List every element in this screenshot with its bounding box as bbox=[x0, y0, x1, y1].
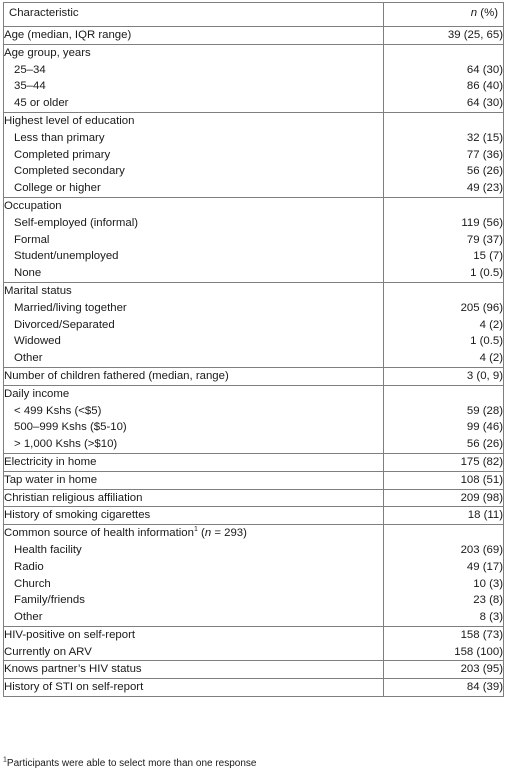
row-value bbox=[384, 112, 504, 197]
christian-label: Christian religious affiliation bbox=[4, 491, 143, 504]
income-title: Daily income bbox=[4, 387, 70, 400]
row-label bbox=[4, 44, 384, 112]
christian-value: 209 (98) bbox=[460, 491, 503, 504]
row-value bbox=[384, 453, 504, 471]
table-row bbox=[4, 112, 504, 197]
list-item: Less than primary bbox=[14, 131, 105, 144]
partner-hiv-label: Knows partner’s HIV status bbox=[4, 663, 142, 676]
hiv-positive-label: HIV-positive on self-report bbox=[4, 628, 136, 641]
row-label bbox=[4, 112, 384, 197]
row-label bbox=[4, 525, 384, 627]
row-label bbox=[4, 282, 384, 367]
header-n: n bbox=[470, 7, 478, 19]
list-value: 4 (2) bbox=[479, 352, 503, 365]
list-value: 99 (46) bbox=[466, 421, 503, 434]
table-header-row bbox=[4, 3, 504, 27]
row-label bbox=[4, 367, 384, 385]
list-item: College or higher bbox=[14, 182, 101, 195]
children-label: Number of children fathered (median, range) bbox=[4, 369, 229, 382]
list-value: 8 (3) bbox=[479, 611, 503, 624]
row-label bbox=[4, 197, 384, 282]
age-group-title: Age group, years bbox=[4, 46, 91, 59]
list-value: 64 (30) bbox=[466, 97, 503, 110]
children-value: 3 (0, 9) bbox=[466, 369, 503, 382]
list-value: 86 (40) bbox=[466, 80, 503, 93]
row-value bbox=[384, 27, 504, 45]
table-row bbox=[4, 385, 504, 453]
list-item: Other bbox=[14, 611, 43, 624]
row-label bbox=[4, 27, 384, 45]
list-value: 59 (28) bbox=[466, 404, 503, 417]
header-n-percent bbox=[384, 3, 504, 27]
footnote-marker: 1 bbox=[3, 756, 7, 764]
row-value bbox=[384, 626, 504, 661]
row-value bbox=[384, 197, 504, 282]
table-row bbox=[4, 27, 504, 45]
table-row bbox=[4, 282, 504, 367]
list-item: Radio bbox=[14, 560, 44, 573]
row-value bbox=[384, 367, 504, 385]
smoking-label: History of smoking cigarettes bbox=[4, 509, 151, 522]
row-value bbox=[384, 44, 504, 112]
list-value: 23 (8) bbox=[473, 594, 503, 607]
tap-water-value: 108 (51) bbox=[460, 473, 503, 486]
hiv-positive-value: 158 (73) bbox=[460, 628, 503, 641]
list-value: 1 (0.5) bbox=[470, 335, 503, 348]
tap-water-label: Tap water in home bbox=[4, 473, 98, 486]
list-item: < 499 Kshs (<$5) bbox=[14, 404, 102, 417]
table-row bbox=[4, 197, 504, 282]
list-item: None bbox=[14, 267, 42, 280]
header-percent: (%) bbox=[477, 7, 498, 19]
list-value: 205 (96) bbox=[460, 301, 503, 314]
row-label bbox=[4, 471, 384, 489]
occupation-title: Occupation bbox=[4, 199, 62, 212]
row-value bbox=[384, 679, 504, 697]
list-value: 1 (0.5) bbox=[470, 267, 503, 280]
list-item: Self-employed (informal) bbox=[14, 216, 139, 229]
list-item: Other bbox=[14, 352, 43, 365]
table-row bbox=[4, 453, 504, 471]
list-value: 64 (30) bbox=[466, 63, 503, 76]
list-item: Family/friends bbox=[14, 594, 85, 607]
electricity-value: 175 (82) bbox=[460, 455, 503, 468]
list-value: 10 (3) bbox=[473, 577, 503, 590]
list-value: 15 (7) bbox=[473, 250, 503, 263]
row-value bbox=[384, 525, 504, 627]
health-info-title: Common source of health information$^1$ (n = 293) bbox=[4, 526, 247, 540]
row-label bbox=[4, 453, 384, 471]
electricity-label: Electricity in home bbox=[4, 455, 97, 468]
list-item: Formal bbox=[14, 233, 50, 246]
list-item: Completed primary bbox=[14, 148, 111, 161]
row-value bbox=[384, 661, 504, 679]
row-value bbox=[384, 385, 504, 453]
list-item: Married/living together bbox=[14, 301, 127, 314]
list-item: Widowed bbox=[14, 335, 61, 348]
list-value: 79 (37) bbox=[466, 233, 503, 246]
row-label bbox=[4, 385, 384, 453]
list-item: Divorced/Separated bbox=[14, 318, 115, 331]
characteristics-table bbox=[3, 2, 504, 697]
table-row bbox=[4, 507, 504, 525]
list-value: 4 (2) bbox=[479, 318, 503, 331]
table-row bbox=[4, 626, 504, 661]
list-value: 32 (15) bbox=[466, 131, 503, 144]
list-item: Completed secondary bbox=[14, 165, 125, 178]
list-item: 35–44 bbox=[14, 80, 46, 93]
row-label bbox=[4, 507, 384, 525]
list-item: > 1,000 Kshs (>$10) bbox=[14, 438, 118, 451]
table-row bbox=[4, 525, 504, 627]
list-value: 203 (69) bbox=[460, 543, 503, 556]
list-item: 25–34 bbox=[14, 63, 46, 76]
list-item: Student/unemployed bbox=[14, 250, 119, 263]
education-title: Highest level of education bbox=[4, 114, 135, 127]
list-value: 119 (56) bbox=[461, 216, 503, 229]
row-value bbox=[384, 282, 504, 367]
on-arv-value: 158 (100) bbox=[454, 645, 503, 658]
on-arv-label: Currently on ARV bbox=[4, 645, 92, 658]
marital-title: Marital status bbox=[4, 284, 72, 297]
table-row bbox=[4, 44, 504, 112]
row-value bbox=[384, 471, 504, 489]
table-row bbox=[4, 471, 504, 489]
smoking-value: 18 (11) bbox=[467, 509, 503, 522]
list-value: 49 (17) bbox=[466, 560, 503, 573]
list-item: 500–999 Kshs ($5-10) bbox=[14, 421, 127, 434]
list-value: 56 (26) bbox=[466, 165, 503, 178]
table-row bbox=[4, 489, 504, 507]
row-label bbox=[4, 661, 384, 679]
list-value: 56 (26) bbox=[466, 438, 503, 451]
sti-label: History of STI on self-report bbox=[4, 681, 144, 694]
partner-hiv-value: 203 (95) bbox=[460, 663, 503, 676]
row-label bbox=[4, 679, 384, 697]
row-label bbox=[4, 626, 384, 661]
header-characteristic: Characteristic bbox=[4, 3, 384, 27]
table-row bbox=[4, 679, 504, 697]
list-value: 77 (36) bbox=[466, 148, 503, 161]
row-label bbox=[4, 489, 384, 507]
table-row bbox=[4, 367, 504, 385]
age-label: Age (median, IQR range) bbox=[4, 29, 132, 41]
sti-value: 84 (39) bbox=[466, 681, 503, 694]
list-item: Church bbox=[14, 577, 51, 590]
footnote-text: Participants were able to select more than one response bbox=[6, 758, 257, 769]
age-value: 39 (25, 65) bbox=[447, 29, 503, 41]
table-row bbox=[4, 661, 504, 679]
table-footnote bbox=[3, 758, 257, 769]
row-value bbox=[384, 507, 504, 525]
row-value bbox=[384, 489, 504, 507]
list-value: 49 (23) bbox=[466, 182, 503, 195]
list-item: Health facility bbox=[14, 543, 82, 556]
list-item: 45 or older bbox=[14, 97, 69, 110]
